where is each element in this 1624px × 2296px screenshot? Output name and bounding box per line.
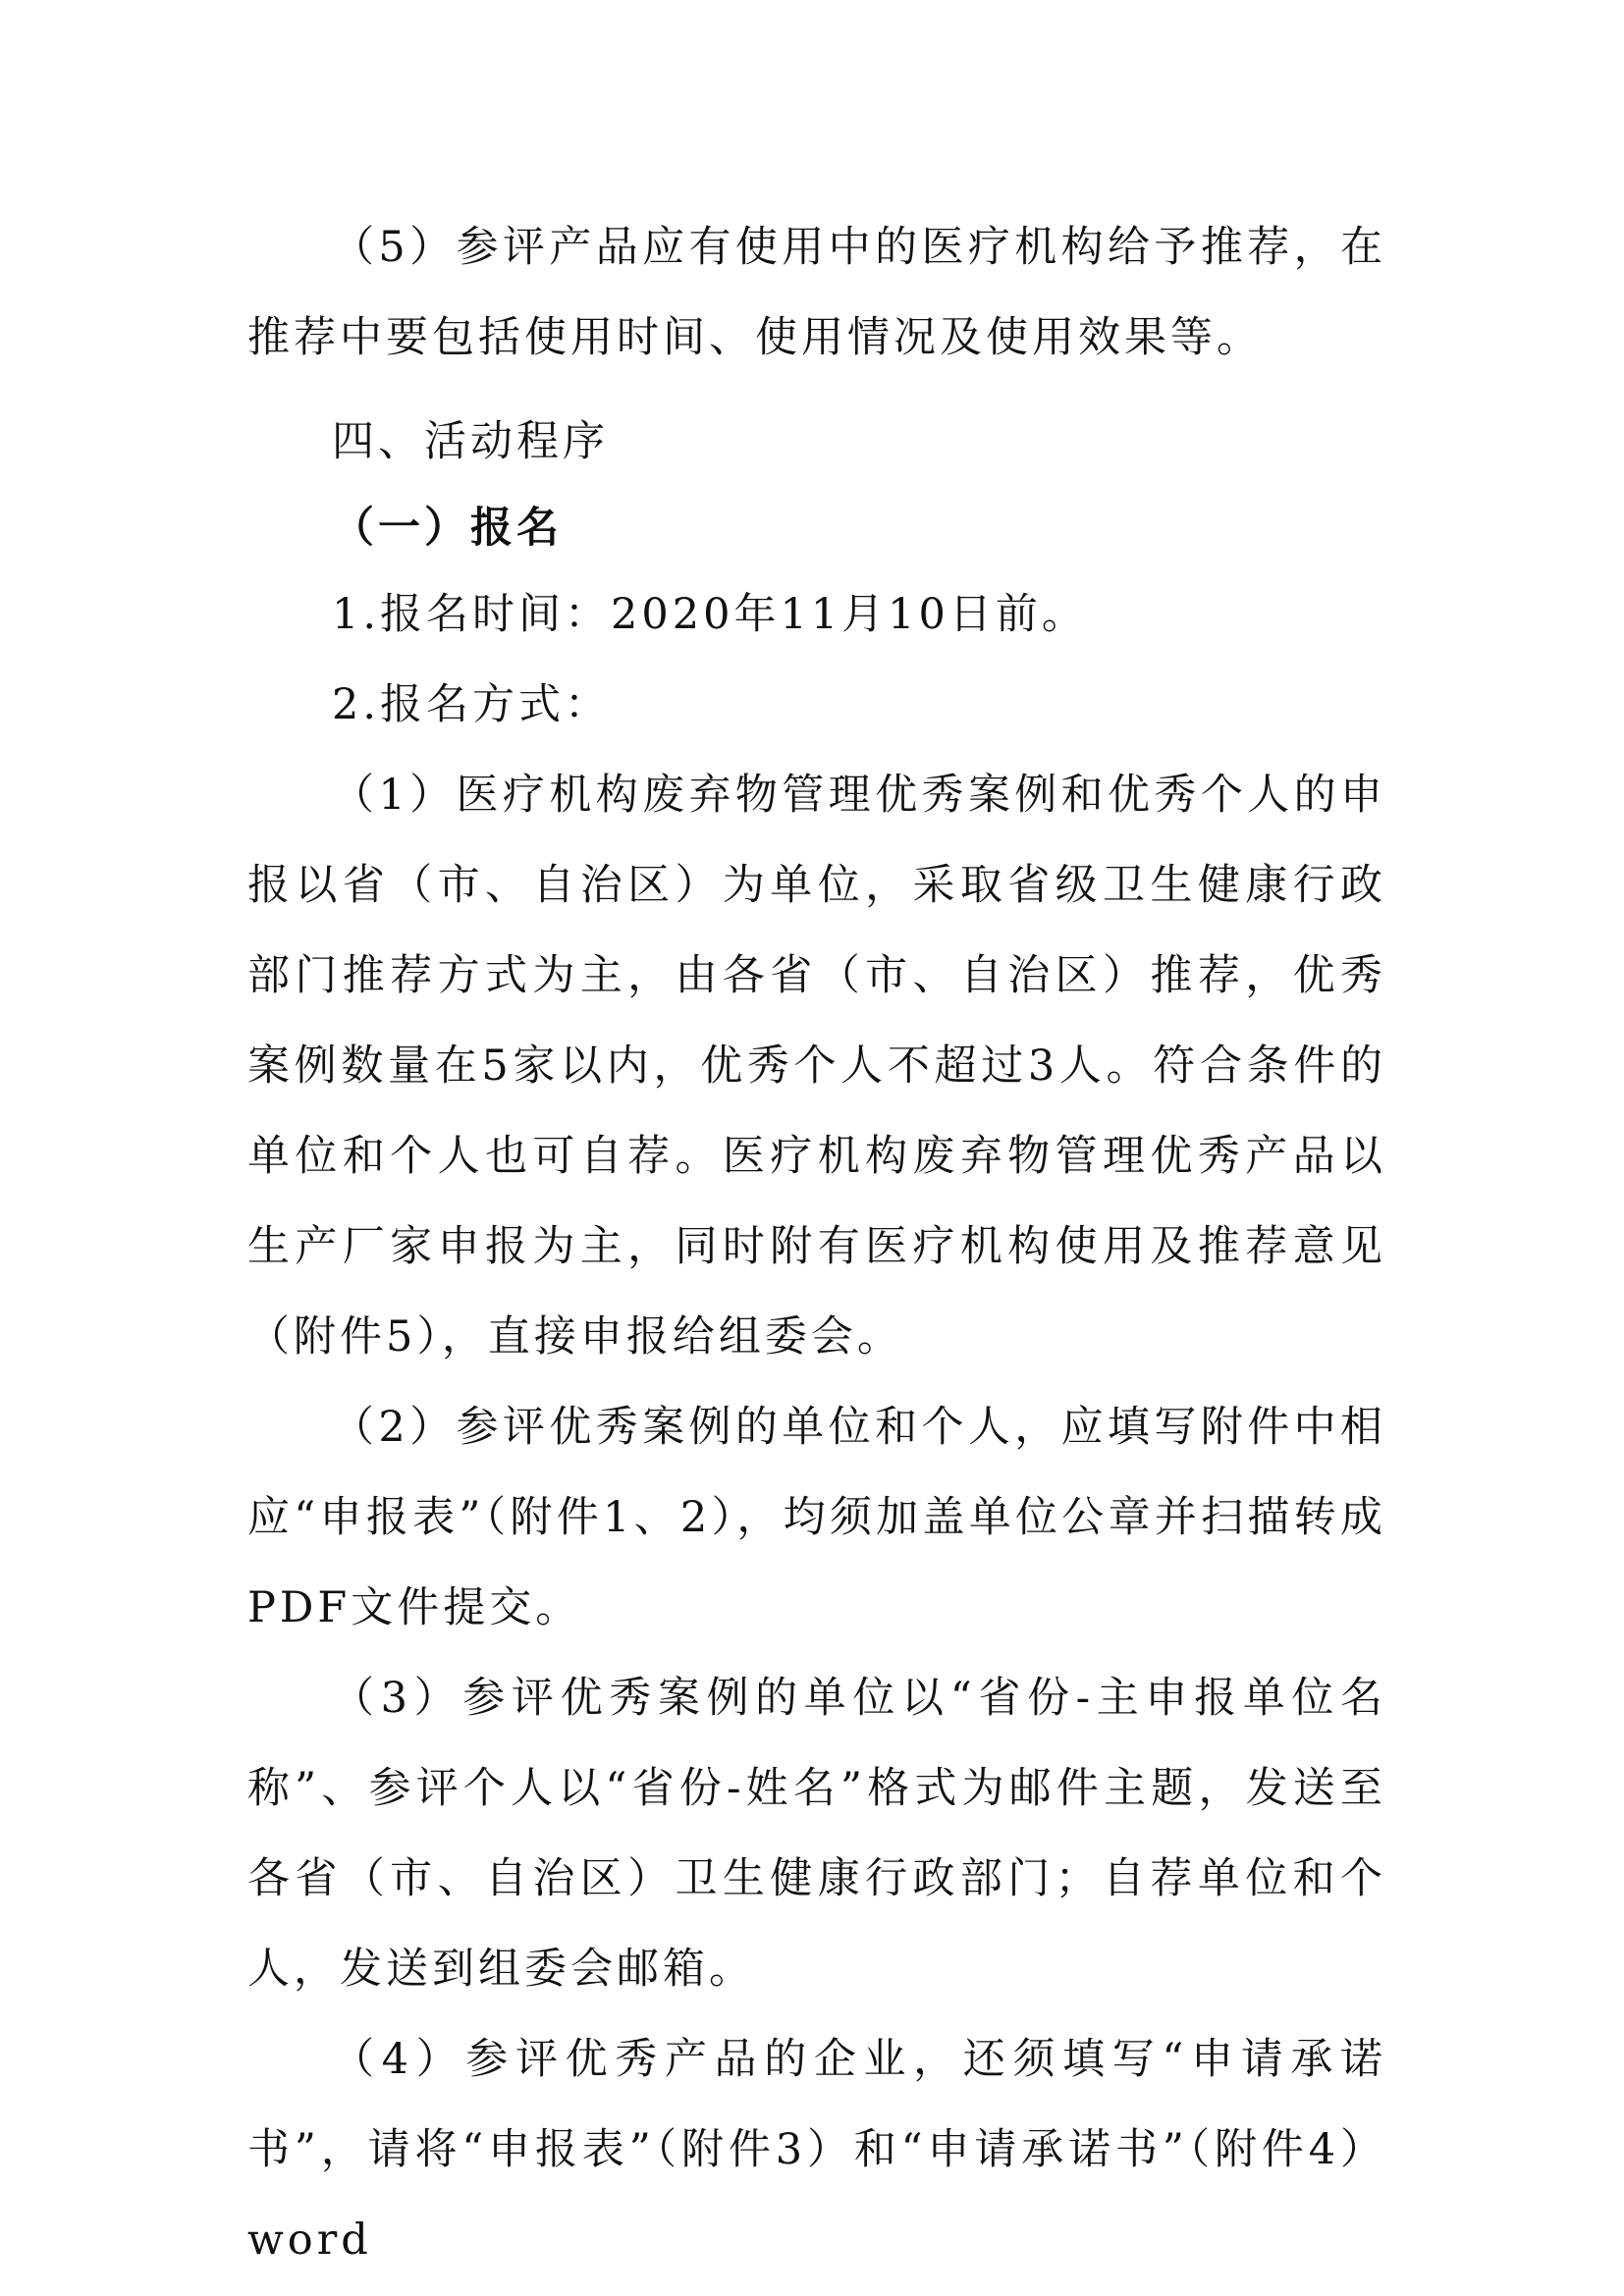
spacer [247, 383, 1386, 397]
document-body [247, 202, 1386, 2285]
paragraph-method-4: （4）参评优秀产品的企业，还须填写“申请承诺书”，请将“申报表”（附件3）和“申请承诺书”（附件4）word [247, 2035, 1386, 2265]
paragraph-registration-time: 1.报名时间：2020年11月10日前。 [332, 590, 1088, 639]
paragraph-product-recommendation: （5）参评产品应有使用中的医疗机构给予推荐，在推荐中要包括使用时间、使用情况及使用效果等。 [247, 223, 1386, 362]
paragraph-method-2: （2）参评优秀案例的单位和个人，应填写附件中相应“申报表”（附件1、2），均须加盖单位公章并扫描转成PDF文件提交。 [247, 1403, 1386, 1632]
paragraph-registration-method: 2.报名方式： [332, 680, 612, 729]
paragraph-method-3: （3）参评优秀案例的单位以“省份-主申报单位名称”、参评个人以“省份-姓名”格式为邮件主题，发送至各省（市、自治区）卫生健康行政部门；自荐单位和个人，发送到组委会邮箱。 [247, 1674, 1386, 1994]
section-heading-activity-procedure: 四、活动程序 [332, 417, 609, 466]
paragraph-method-1: （1）医疗机构废弃物管理优秀案例和优秀个人的申报以省（市、自治区）为单位，采取省级卫生健康行政部门推荐方式为主，由各省（市、自治区）推荐，优秀案例数量在5家以内，优秀个人不超过3人。符合条件的单位和个人也可自荐。医疗机构废弃物管理优秀产品以生产厂家申报为主，同时附有医疗机构使用及推荐意见（附件5），直接申报给组委会。 [247, 771, 1386, 1362]
subsection-heading-registration: （一）报名 [332, 504, 563, 553]
